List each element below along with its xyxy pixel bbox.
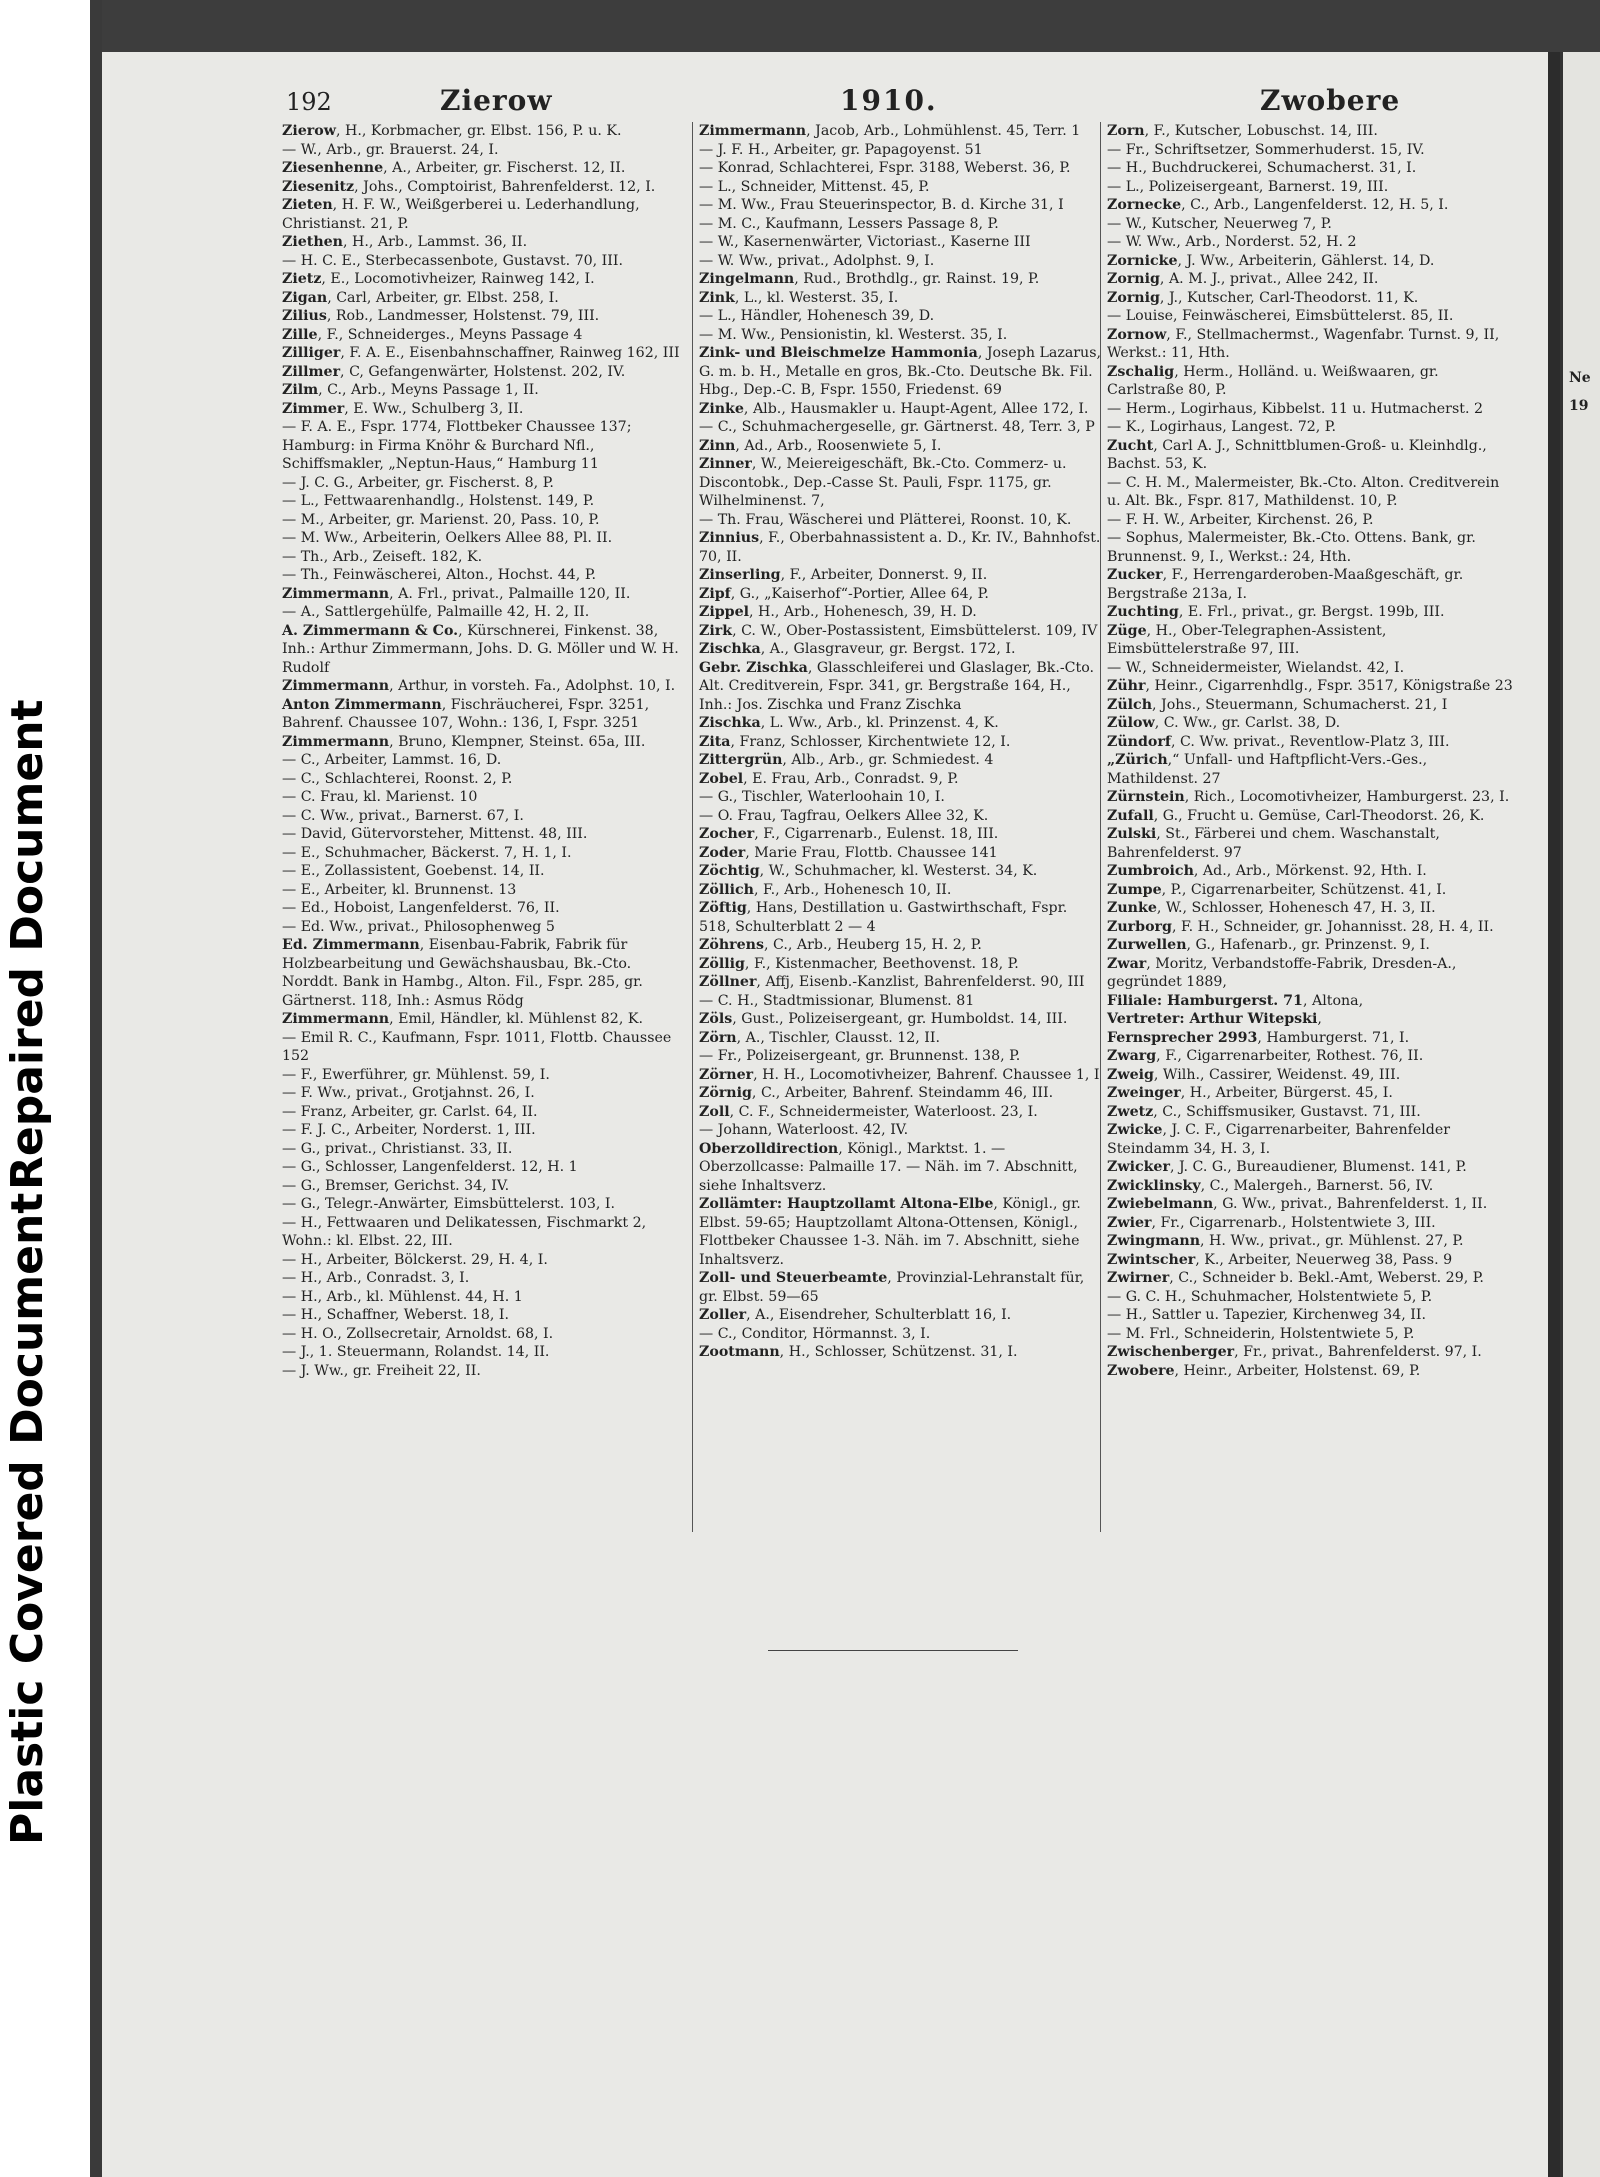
directory-entry: — Th., Arb., Zeiseft. 182, K. bbox=[282, 548, 483, 565]
side-label-strip bbox=[0, 0, 80, 2177]
directory-entry: Zürnstein, Rich., Locomotivheizer, Hamburgerst. 23, I. bbox=[1107, 789, 1510, 805]
directory-entry: Zörner, H. H., Locomotivheizer, Bahrenf. Chaussee 1, I bbox=[699, 1066, 1100, 1083]
directory-entry: — H., Sattler u. Tapezier, Kirchenweg 34, II. bbox=[1107, 1307, 1426, 1323]
directory-entry: — E., Arbeiter, kl. Brunnenst. 13 bbox=[282, 881, 517, 898]
directory-column-3 bbox=[1100, 122, 1513, 1532]
directory-entry: — C., Schuhmachergeselle, gr. Gärtnerst. 48, Terr. 3, P bbox=[699, 419, 1095, 435]
directory-entry: Zietz, E., Locomotivheizer, Rainweg 142, I. bbox=[282, 271, 595, 287]
directory-entry: Zöls, Gust., Polizeisergeant, gr. Humboldst. 14, III. bbox=[699, 1011, 1068, 1027]
directory-entry: — M. Ww., Pensionistin, kl. Westerst. 35, I. bbox=[699, 326, 1008, 343]
directory-entry: — E., Zollassistent, Goebenst. 14, II. bbox=[282, 863, 545, 879]
directory-entry: — C., Schlachterei, Roonst. 2, P. bbox=[282, 770, 513, 787]
directory-entry: — G., Telegr.-Anwärter, Eimsbüttelerst. 103, I. bbox=[282, 1196, 616, 1212]
end-rule bbox=[768, 1650, 1018, 1651]
directory-entry: — F. J. C., Arbeiter, Norderst. 1, III. bbox=[282, 1122, 536, 1138]
directory-entry: Zoller, A., Eisendreher, Schulterblatt 16, I. bbox=[699, 1307, 1012, 1323]
directory-entry: Zwirner, C., Schneider b. Bekl.-Amt, Weberst. 29, P. bbox=[1107, 1270, 1484, 1286]
directory-entry: Zwingmann, H. Ww., privat., gr. Mühlenst. 27, P. bbox=[1107, 1233, 1464, 1249]
directory-entry: — M. Ww., Arbeiterin, Oelkers Allee 88, Pl. II. bbox=[282, 530, 613, 546]
directory-entry: — J. Ww., gr. Freiheit 22, II. bbox=[282, 1362, 481, 1379]
directory-entry: Zündorf, C. Ww. privat., Reventlow-Platz 3, III. bbox=[1107, 733, 1450, 750]
directory-entry: Zwintscher, K., Arbeiter, Neuerweg 38, Pass. 9 bbox=[1107, 1251, 1453, 1268]
directory-entry: Zimmermann, A. Frl., privat., Palmaille 120, II. bbox=[282, 585, 631, 602]
directory-entry: — Fr., Polizeisergeant, gr. Brunnenst. 138, P. bbox=[699, 1048, 1021, 1064]
scan-border-left bbox=[90, 0, 102, 2177]
directory-entry: — K., Logirhaus, Langest. 72, P. bbox=[1107, 419, 1336, 435]
directory-entry: — C. Ww., privat., Barnerst. 67, I. bbox=[282, 807, 524, 824]
directory-entry: Zoll, C. F., Schneidermeister, Waterloost. 23, I. bbox=[699, 1103, 1038, 1120]
directory-entry: — L., Schneider, Mittenst. 45, P. bbox=[699, 178, 930, 195]
directory-entry: — A., Sattlergehülfe, Palmaille 42, H. 2, II. bbox=[282, 604, 590, 620]
directory-entry: — F., Ewerführer, gr. Mühlenst. 59, I. bbox=[282, 1066, 550, 1083]
directory-entry: — W. Ww., privat., Adolphst. 9, I. bbox=[699, 252, 935, 269]
directory-entry: Zöhrens, C., Arb., Heuberg 15, H. 2, P. bbox=[699, 937, 982, 953]
directory-entry: — H., Schaffner, Weberst. 18, I. bbox=[282, 1307, 509, 1323]
directory-entry: Zobel, E. Frau, Arb., Conradst. 9, P. bbox=[699, 770, 959, 787]
directory-entry: Gebr. Zischka, Glasschleiferei und Glaslager, Bk.-Cto. Alt. Creditverein, Fspr. 341, gr. Bergstraße 164, H., Inh.: Jos. Zischka und Franz Zischka bbox=[699, 659, 1095, 713]
directory-column-2 bbox=[692, 122, 1101, 1532]
directory-entry: — W., Arb., gr. Brauerst. 24, I. bbox=[282, 141, 499, 158]
directory-entry: A. Zimmermann & Co., Kürschnerei, Finkenst. 38, Inh.: Arthur Zimmermann, Johs. D. G. Möller und W. H. Rudolf bbox=[282, 622, 679, 676]
directory-entry: — L., Fettwaarenhandlg., Holstenst. 149, P. bbox=[282, 493, 595, 509]
directory-entry: — C. H. M., Malermeister, Bk.-Cto. Alton. Creditverein u. Alt. Bk., Fspr. 817, Mathildenst. 10, P. bbox=[1107, 474, 1500, 509]
directory-entry: — G., privat., Christianst. 33, II. bbox=[282, 1140, 513, 1157]
directory-entry: Zucker, F., Herrengarderoben-Maaßgeschäft, gr. Bergstraße 213a, I. bbox=[1107, 567, 1464, 602]
directory-entry: Zumbroich, Ad., Arb., Mörkenst. 92, Hth. I. bbox=[1107, 863, 1427, 879]
directory-entry: Zimmer, E. Ww., Schulberg 3, II. bbox=[282, 400, 524, 417]
directory-entry: Zöftig, Hans, Destillation u. Gastwirthschaft, Fspr. 518, Schulterblatt 2 — 4 bbox=[699, 900, 1068, 935]
directory-entry: Zucht, Carl A. J., Schnittblumen-Groß- u. Kleinhdlg., Bachst. 53, K. bbox=[1107, 437, 1487, 472]
directory-entry: — Th., Feinwäscherei, Alton., Hochst. 44, P. bbox=[282, 567, 597, 583]
directory-entry: — C. Frau, kl. Marienst. 10 bbox=[282, 789, 478, 805]
directory-entry: Zilm, C., Arb., Meyns Passage 1, II. bbox=[282, 382, 539, 398]
directory-entry: Zschalig, Herm., Holländ. u. Weißwaaren, gr. Carlstraße 80, P. bbox=[1107, 363, 1439, 398]
directory-entry: Zweinger, H., Arbeiter, Bürgerst. 45, I. bbox=[1107, 1085, 1393, 1101]
directory-entry: Zwier, Fr., Cigarrenarb., Holstentwiete 3, III. bbox=[1107, 1214, 1436, 1231]
directory-entry: — H. C. E., Sterbecassenbote, Gustavst. 70, III. bbox=[282, 252, 623, 269]
scan-border-top bbox=[102, 0, 1600, 52]
directory-entry: — O. Frau, Tagfrau, Oelkers Allee 32, K. bbox=[699, 807, 989, 824]
directory-entry: — J. F. H., Arbeiter, gr. Papagoyenst. 51 bbox=[699, 141, 983, 158]
directory-entry: Zimmermann, Bruno, Klempner, Steinst. 65a, III. bbox=[282, 733, 646, 750]
directory-entry: Anton Zimmermann, Fischräucherei, Fspr. 3251, Bahrenf. Chaussee 107, Wohn.: 136, I, Fspr. 3251 bbox=[282, 696, 650, 731]
directory-entry: „Zürich,“ Unfall- und Haftpflicht-Vers.-Ges., Mathildenst. 27 bbox=[1107, 752, 1428, 787]
header-keyword-right: Zwobere bbox=[1260, 84, 1401, 117]
directory-entry: Zöllig, F., Kistenmacher, Beethovenst. 18, P. bbox=[699, 955, 1019, 972]
page-header bbox=[180, 82, 1470, 122]
directory-entry: Züge, H., Ober-Telegraphen-Assistent, Eimsbüttelerstraße 97, III. bbox=[1107, 622, 1387, 657]
directory-entry: Ziesenitz, Johs., Comptoirist, Bahrenfelderst. 12, I. bbox=[282, 178, 656, 195]
next-page-fragment: 19 bbox=[1569, 398, 1589, 414]
directory-entry: — Ed. Ww., privat., Philosophenweg 5 bbox=[282, 918, 555, 935]
directory-entry: Zimmermann, Jacob, Arb., Lohmühlenst. 45, Terr. 1 bbox=[699, 123, 1081, 139]
directory-entry: — M. Ww., Frau Steuerinspector, B. d. Kirche 31, I bbox=[699, 197, 1064, 213]
directory-entry: Zita, Franz, Schlosser, Kirchentwiete 12, I. bbox=[699, 733, 1011, 750]
directory-entry: Zischka, A., Glasgraveur, gr. Bergst. 172, I. bbox=[699, 641, 1016, 657]
directory-entry: Zühr, Heinr., Cigarrenhdlg., Fspr. 3517, Königstraße 23 bbox=[1107, 678, 1513, 694]
directory-entry: — Herm., Logirhaus, Kibbelst. 11 u. Hutmacherst. 2 bbox=[1107, 400, 1483, 417]
directory-entry: — H., Buchdruckerei, Schumacherst. 31, I. bbox=[1107, 160, 1417, 176]
directory-entry: Zwicker, J. C. G., Bureaudiener, Blumenst. 141, P. bbox=[1107, 1159, 1467, 1175]
plastic-covered-label: Plastic Covered Document bbox=[2, 1192, 53, 1845]
directory-entry: — F. H. W., Arbeiter, Kirchenst. 26, P. bbox=[1107, 511, 1374, 528]
directory-entry: Zischka, L. Ww., Arb., kl. Prinzenst. 4, K. bbox=[699, 715, 999, 731]
directory-entry: — J., 1. Steuermann, Rolandst. 14, II. bbox=[282, 1344, 550, 1360]
directory-entry: — G., Schlosser, Langenfelderst. 12, H. 1 bbox=[282, 1159, 578, 1175]
directory-entry: Zinke, Alb., Hausmakler u. Haupt-Agent, Allee 172, I. bbox=[699, 400, 1089, 417]
directory-entry: Zingelmann, Rud., Brothdlg., gr. Rainst. 19, P. bbox=[699, 271, 1040, 287]
directory-entry: Zöchtig, W., Schuhmacher, kl. Westerst. 34, K. bbox=[699, 863, 1038, 879]
directory-entry: — W. Ww., Arb., Norderst. 52, H. 2 bbox=[1107, 234, 1357, 250]
directory-entry: Zinner, W., Meiereigeschäft, Bk.-Cto. Commerz- u. Discontobk., Dep.-Casse St. Pauli, Fspr. 1175, gr. Wilhelminenst. 7, bbox=[699, 456, 1067, 509]
directory-entry: Zwetz, C., Schiffsmusiker, Gustavst. 71, III. bbox=[1107, 1103, 1421, 1120]
directory-entry: Zweig, Wilh., Cassirer, Weidenst. 49, III. bbox=[1107, 1066, 1401, 1083]
directory-entry: Zöllich, F., Arb., Hohenesch 10, II. bbox=[699, 881, 952, 898]
directory-entry: Zwiebelmann, G. Ww., privat., Bahrenfelderst. 1, II. bbox=[1107, 1196, 1488, 1212]
directory-entry: Zulski, St., Färberei und chem. Waschanstalt, Bahrenfelderst. 97 bbox=[1107, 826, 1440, 861]
directory-entry: Zollämter: Hauptzollamt Altona-Elbe, Königl., gr. Elbst. 59-65; Hauptzollamt Altona-Ottensen, Königl., Flottbeker Chaussee 1-3. Näh. im 7. Abschnitt, siehe Inhaltsverz. bbox=[699, 1196, 1081, 1268]
next-page-fragment: Ne bbox=[1569, 370, 1591, 386]
directory-entry: — W., Schneidermeister, Wielandst. 42, I. bbox=[1107, 659, 1405, 676]
directory-entry: Zwicklinsky, C., Malergeh., Barnerst. 56, IV. bbox=[1107, 1177, 1434, 1194]
directory-entry: Zwarg, F., Cigarrenarbeiter, Rothest. 76, II. bbox=[1107, 1048, 1424, 1064]
directory-entry: Zieten, H. F. W., Weißgerberei u. Lederhandlung, Christianst. 21, P. bbox=[282, 197, 640, 232]
directory-entry: Zillmer, C, Gefangenwärter, Holstenst. 202, IV. bbox=[282, 363, 626, 380]
directory-entry: — F. Ww., privat., Grotjahnst. 26, I. bbox=[282, 1085, 535, 1101]
next-page-edge bbox=[1560, 52, 1600, 2177]
directory-entry: Fernsprecher 2993, Hamburgerst. 71, I. bbox=[1107, 1029, 1410, 1046]
directory-entry: — M., Arbeiter, gr. Marienst. 20, Pass. 10, P. bbox=[282, 511, 600, 528]
directory-entry: — H., Fettwaaren und Delikatessen, Fischmarkt 2, Wohn.: kl. Elbst. 22, III. bbox=[282, 1214, 647, 1249]
directory-entry: — J. C. G., Arbeiter, gr. Fischerst. 8, P. bbox=[282, 474, 554, 491]
directory-entry: Zigan, Carl, Arbeiter, gr. Elbst. 258, I. bbox=[282, 289, 559, 306]
directory-entry: — F. A. E., Fspr. 1774, Flottbeker Chaussee 137; Hamburg: in Firma Knöhr & Burchard Nfl., Schiffsmakler, „Neptun-Haus,“ Hamburg 11 bbox=[282, 419, 632, 472]
directory-entry: — L., Händler, Hohenesch 39, D. bbox=[699, 308, 935, 324]
directory-entry: — H., Arb., kl. Mühlenst. 44, H. 1 bbox=[282, 1288, 523, 1305]
directory-entry: Ziesenhenne, A., Arbeiter, gr. Fischerst. 12, II. bbox=[282, 160, 626, 176]
directory-entry: Zörnig, C., Arbeiter, Bahrenf. Steindamm 46, III. bbox=[699, 1085, 1054, 1101]
directory-column-1 bbox=[282, 122, 684, 1380]
directory-entry: — W., Kasernenwärter, Victoriast., Kaserne III bbox=[699, 234, 1031, 250]
directory-entry: Oberzolldirection, Königl., Marktst. 1. — Oberzollcasse: Palmaille 17. — Näh. im 7. Abschnitt, siehe Inhaltsverz. bbox=[699, 1140, 1078, 1194]
directory-entry: Zurwellen, G., Hafenarb., gr. Prinzenst. 9, I. bbox=[1107, 937, 1430, 953]
directory-entry: Zinn, Ad., Arb., Roosenwiete 5, I. bbox=[699, 437, 942, 454]
directory-entry: Zootmann, H., Schlosser, Schützenst. 31, I. bbox=[699, 1344, 1018, 1360]
directory-entry: — C., Arbeiter, Lammst. 16, D. bbox=[282, 752, 502, 768]
directory-entry: Zittergrün, Alb., Arb., gr. Schmiedest. 4 bbox=[699, 752, 994, 768]
directory-entry: Zoll- und Steuerbeamte, Provinzial-Lehranstalt für, gr. Elbst. 59—65 bbox=[699, 1270, 1085, 1305]
directory-entry: Zinnius, F., Oberbahnassistent a. D., Kr. IV., Bahnhofst. 70, II. bbox=[699, 530, 1101, 565]
directory-entry: Zilliger, F. A. E., Eisenbahnschaffner, Rainweg 162, III bbox=[282, 345, 680, 361]
directory-entry: Zwicke, J. C. F., Cigarrenarbeiter, Bahrenfelder Steindamm 34, H. 3, I. bbox=[1107, 1122, 1451, 1157]
directory-entry: Ziethen, H., Arb., Lammst. 36, II. bbox=[282, 234, 528, 250]
directory-entry: — L., Polizeisergeant, Barnerst. 19, III. bbox=[1107, 178, 1389, 195]
directory-entry: — Th. Frau, Wäscherei und Plätterei, Roonst. 10, K. bbox=[699, 511, 1072, 528]
directory-entry: Zippel, H., Arb., Hohenesch, 39, H. D. bbox=[699, 604, 977, 620]
directory-entry: Zumpe, P., Cigarrenarbeiter, Schützenst. 41, I. bbox=[1107, 881, 1447, 898]
directory-entry: — H., Arbeiter, Bölckerst. 29, H. 4, I. bbox=[282, 1251, 548, 1268]
directory-entry: Zilius, Rob., Landmesser, Holstenst. 79, III. bbox=[282, 308, 600, 324]
directory-entry: — Emil R. C., Kaufmann, Fspr. 1011, Flottb. Chaussee 152 bbox=[282, 1029, 672, 1064]
directory-entry: Zornecke, C., Arb., Langenfelderst. 12, H. 5, I. bbox=[1107, 197, 1449, 213]
directory-entry: Zink, L., kl. Westerst. 35, I. bbox=[699, 289, 899, 306]
directory-entry: — M. Frl., Schneiderin, Holstentwiete 5, P. bbox=[1107, 1325, 1415, 1342]
directory-entry: — Konrad, Schlachterei, Fspr. 3188, Weberst. 36, P. bbox=[699, 160, 1071, 176]
directory-entry: Zipf, G., „Kaiserhof“-Portier, Allee 64, P. bbox=[699, 585, 989, 602]
directory-entry: — Johann, Waterloost. 42, IV. bbox=[699, 1122, 909, 1138]
directory-entry: Zwobere, Heinr., Arbeiter, Holstenst. 69, P. bbox=[1107, 1362, 1421, 1379]
directory-entry: — E., Schuhmacher, Bäckerst. 7, H. 1, I. bbox=[282, 844, 572, 861]
directory-entry: Zirk, C. W., Ober-Postassistent, Eimsbüttelerst. 109, IV bbox=[699, 622, 1098, 639]
directory-entry: — M. C., Kaufmann, Lessers Passage 8, P. bbox=[699, 215, 999, 232]
repaired-document-label: Repaired Document bbox=[2, 699, 53, 1190]
page-number: 192 bbox=[286, 88, 332, 116]
directory-entry: — G., Bremser, Gerichst. 34, IV. bbox=[282, 1177, 510, 1194]
directory-entry: — Sophus, Malermeister, Bk.-Cto. Ottens. Bank, gr. Brunnenst. 9, I., Werkst.: 24, Hth. bbox=[1107, 530, 1476, 565]
directory-entry: Zimmermann, Arthur, in vorsteh. Fa., Adolphst. 10, I. bbox=[282, 678, 676, 694]
directory-entry: Zülch, Johs., Steuermann, Schumacherst. 21, I bbox=[1107, 696, 1448, 713]
directory-entry: — Louise, Feinwäscherei, Eimsbüttelerst. 85, II. bbox=[1107, 308, 1454, 324]
directory-entry: Zülow, C. Ww., gr. Carlst. 38, D. bbox=[1107, 715, 1341, 731]
directory-entry: Zunke, W., Schlosser, Hohenesch 47, H. 3, II. bbox=[1107, 900, 1436, 916]
directory-entry: — David, Gütervorsteher, Mittenst. 48, III. bbox=[282, 826, 588, 842]
directory-entry: Ed. Zimmermann, Eisenbau-Fabrik, Fabrik für Holzbearbeitung und Gewächshausbau, Bk.-Cto. Norddt. Bank in Hambg., Alton. Fil., Fspr. 285, gr. Gärtnerst. 118, Inh.: Asmus Rödg bbox=[282, 937, 643, 1009]
directory-entry: — H. O., Zollsecretair, Arnoldst. 68, I. bbox=[282, 1325, 554, 1342]
directory-entry: — C., Conditor, Hörmannst. 3, I. bbox=[699, 1325, 931, 1342]
directory-entry: — Franz, Arbeiter, gr. Carlst. 64, II. bbox=[282, 1103, 538, 1120]
directory-entry: — C. H., Stadtmissionar, Blumenst. 81 bbox=[699, 992, 975, 1009]
directory-entry: — H., Arb., Conradst. 3, I. bbox=[282, 1270, 470, 1286]
directory-entry: Zille, F., Schneiderges., Meyns Passage 4 bbox=[282, 326, 583, 343]
directory-entry: Zufall, G., Frucht u. Gemüse, Carl-Theodorst. 26, K. bbox=[1107, 807, 1485, 824]
directory-entry: Zöllner, Affj, Eisenb.-Kanzlist, Bahrenfelderst. 90, III bbox=[699, 974, 1085, 990]
directory-entry: — G. C. H., Schuhmacher, Holstentwiete 5, P. bbox=[1107, 1288, 1433, 1305]
directory-entry: Zink- und Bleischmelze Hammonia, Joseph Lazarus, G. m. b. H., Metalle en gros, Bk.-Cto. Deutsche Bk. Fil. Hbg., Dep.-C. B, Fspr. 1550, Friedenst. 69 bbox=[699, 345, 1101, 398]
header-year: 1910. bbox=[840, 84, 938, 117]
directory-entry: Zornig, J., Kutscher, Carl-Theodorst. 11, K. bbox=[1107, 289, 1419, 306]
directory-entry: — W., Kutscher, Neuerweg 7, P. bbox=[1107, 215, 1332, 232]
directory-entry: Zoder, Marie Frau, Flottb. Chaussee 141 bbox=[699, 844, 998, 861]
directory-entry: — Ed., Hoboist, Langenfelderst. 76, II. bbox=[282, 900, 560, 916]
directory-entry: — G., Tischler, Waterloohain 10, I. bbox=[699, 789, 945, 805]
directory-entry: Zwar, Moritz, Verbandstoffe-Fabrik, Dresden-A., gegründet 1889, bbox=[1107, 955, 1457, 990]
directory-entry: Zornig, A. M. J., privat., Allee 242, II. bbox=[1107, 271, 1379, 287]
directory-entry: Zörn, A., Tischler, Clausst. 12, II. bbox=[699, 1029, 941, 1046]
directory-entry: Zornow, F., Stellmachermst., Wagenfabr. Turnst. 9, II, Werkst.: 11, Hth. bbox=[1107, 326, 1500, 361]
directory-entry: Zocher, F., Cigarrenarb., Eulenst. 18, III. bbox=[699, 826, 999, 842]
directory-entry: Zornicke, J. Ww., Arbeiterin, Gählerst. 14, D. bbox=[1107, 252, 1435, 269]
directory-entry: Zimmermann, Emil, Händler, kl. Mühlenst 82, K. bbox=[282, 1011, 643, 1027]
directory-entry: Zierow, H., Korbmacher, gr. Elbst. 156, P. u. K. bbox=[282, 123, 622, 139]
directory-entry: — Fr., Schriftsetzer, Sommerhuderst. 15, IV. bbox=[1107, 141, 1425, 158]
directory-entry: Vertreter: Arthur Witepski, bbox=[1107, 1011, 1322, 1027]
directory-entry: Filiale: Hamburgerst. 71, Altona, bbox=[1107, 992, 1364, 1009]
directory-entry: Zinserling, F., Arbeiter, Donnerst. 9, II. bbox=[699, 567, 988, 583]
directory-entry: Zuchting, E. Frl., privat., gr. Bergst. 199b, III. bbox=[1107, 604, 1445, 620]
directory-entry: Zwischenberger, Fr., privat., Bahrenfelderst. 97, I. bbox=[1107, 1344, 1482, 1360]
directory-entry: Zorn, F., Kutscher, Lobuschst. 14, III. bbox=[1107, 123, 1378, 139]
directory-entry: Zurborg, F. H., Schneider, gr. Johannisst. 28, H. 4, II. bbox=[1107, 918, 1494, 935]
header-keyword-left: Zierow bbox=[440, 84, 553, 117]
